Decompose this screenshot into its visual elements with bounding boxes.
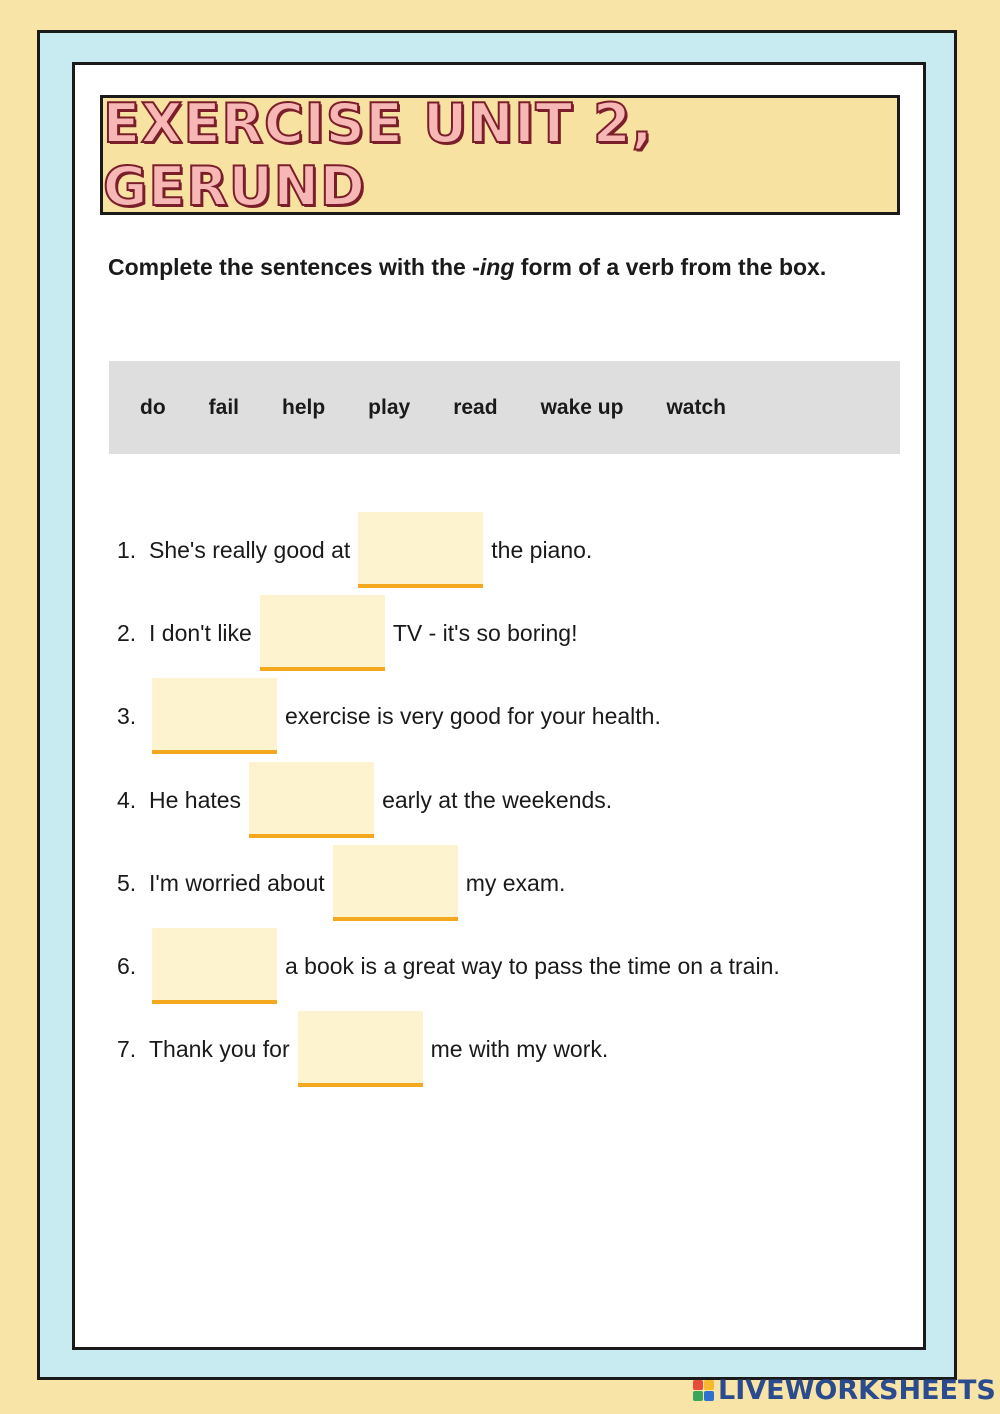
- instruction-suffix: form of a verb from the box.: [514, 254, 827, 280]
- logo-text: LIVEWORKSHEETS: [718, 1374, 996, 1406]
- sentence-before: He hates: [149, 786, 242, 813]
- sentence-before: She's really good at: [149, 536, 351, 563]
- instruction-prefix: Complete the sentences with the -: [108, 254, 480, 280]
- sentence-number: 2.: [117, 619, 137, 646]
- sentence-number: 7.: [117, 1035, 137, 1062]
- word-box-item: do: [140, 395, 166, 419]
- answer-blank[interactable]: [333, 845, 458, 921]
- sentence-after: early at the weekends.: [382, 786, 613, 813]
- instruction: [108, 254, 908, 281]
- title-box: [100, 92, 900, 218]
- sentence-after: the piano.: [491, 536, 593, 563]
- sentence-before: Thank you for: [149, 1035, 290, 1062]
- sentence-number: 4.: [117, 786, 137, 813]
- answer-blank[interactable]: [249, 762, 374, 838]
- word-box-item: help: [282, 395, 326, 419]
- sentence-number: 1.: [117, 536, 137, 563]
- sentence-1: [117, 509, 592, 591]
- word-box-item: read: [453, 395, 498, 419]
- answer-blank[interactable]: [358, 512, 483, 588]
- logo-icon: [693, 1380, 714, 1401]
- word-box-item: watch: [666, 395, 726, 419]
- sentence-after: me with my work.: [430, 1035, 609, 1062]
- sentence-number: 6.: [117, 952, 137, 979]
- word-box-item: fail: [208, 395, 239, 419]
- sentence-4: [117, 759, 612, 841]
- sentence-5: [117, 842, 565, 924]
- answer-blank[interactable]: [298, 1011, 423, 1087]
- sentence-before: I'm worried about: [149, 869, 325, 896]
- instruction-emph: ing: [479, 254, 515, 280]
- liveworksheets-logo: [693, 1374, 996, 1406]
- answer-blank[interactable]: [152, 678, 277, 754]
- sentence-after: TV - it's so boring!: [392, 619, 578, 646]
- sentence-3: [117, 675, 661, 757]
- answer-blank[interactable]: [260, 595, 385, 671]
- sentence-number: 5.: [117, 869, 137, 896]
- sentence-2: [117, 592, 577, 674]
- sentence-6: [117, 925, 780, 1007]
- word-box-item: play: [368, 395, 411, 419]
- sentence-after: exercise is very good for your health.: [285, 702, 661, 729]
- page-title: EXERCISE UNIT 2, GERUND: [103, 92, 654, 218]
- word-box: [109, 361, 900, 454]
- sentence-7: [117, 1008, 608, 1090]
- sentence-before: I don't like: [149, 619, 252, 646]
- answer-blank[interactable]: [152, 928, 277, 1004]
- sentence-after: a book is a great way to pass the time on a train.: [285, 952, 780, 979]
- sentence-after: my exam.: [465, 869, 566, 896]
- sentence-number: 3.: [117, 702, 137, 729]
- word-box-item: wake up: [540, 395, 624, 419]
